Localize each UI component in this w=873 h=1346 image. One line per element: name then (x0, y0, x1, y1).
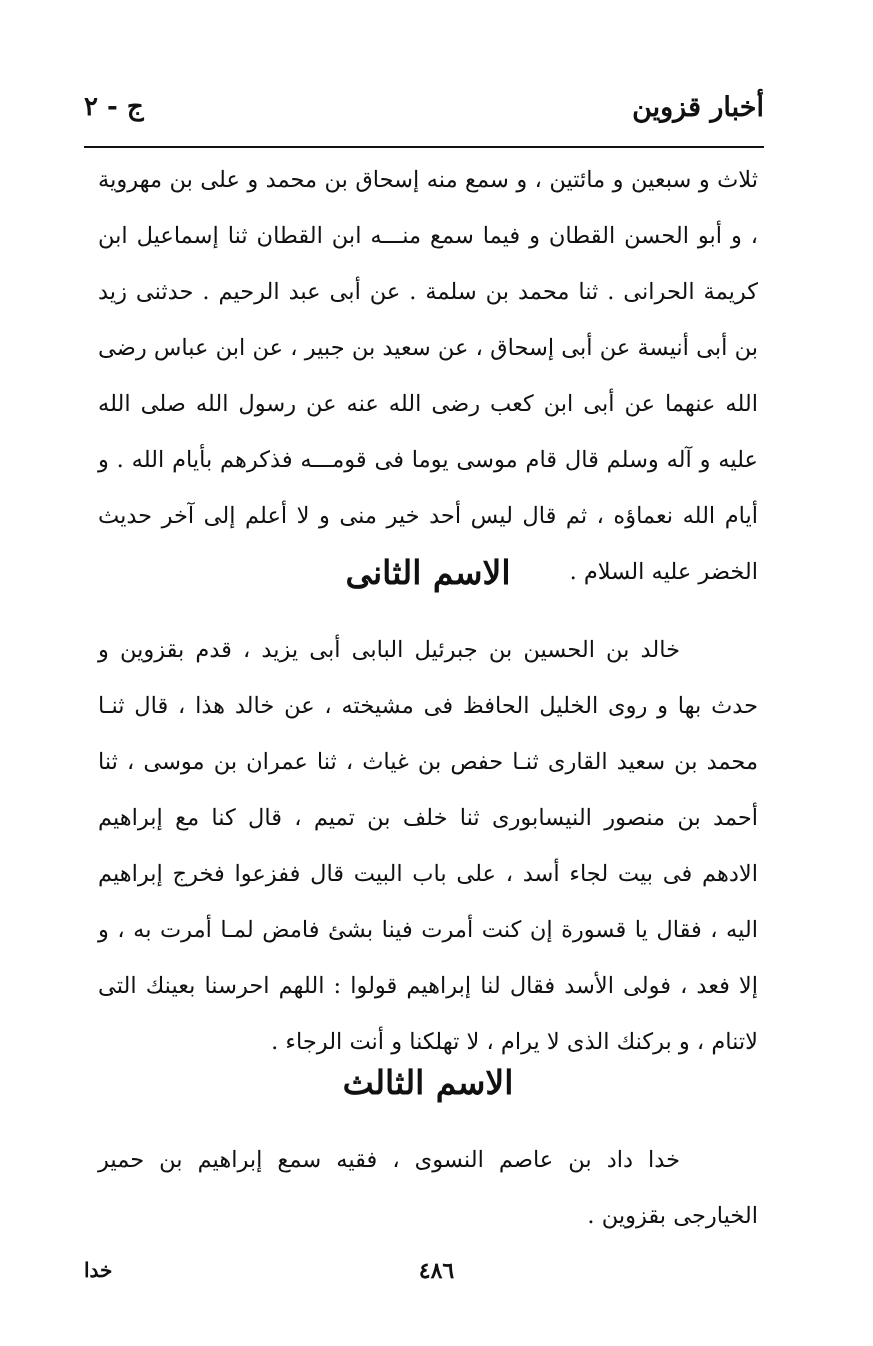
header-rule (84, 146, 764, 148)
page-number: ٤٨٦ (418, 1258, 455, 1284)
catchword: خدا (84, 1258, 113, 1282)
paragraph-3: خدا داد بن عاصم النسوى ، فقيه سمع إبراهيم بن حمير الخيارجى بقزوين . (98, 1147, 758, 1229)
paragraph-1: ثلاث و سبعين و مائتين ، و سمع منه إسحاق بن محمد و على بن مهروية ، و أبو الحسن القطان و فيما سمع منـــه ابن القطان ثنا إسماعيل ابن كريمة الحرانى . ثنا محمد بن سلمة . عن أبى عبد الرحيم . حدثنى زيد بن أبى أنيسة عن أبى إسحاق ، عن سعيد بن جبير ، عن ابن عباس رضى الله عنهما عن أبى ابن كعب رضى الله عنه عن رسول الله صلى الله عليه و آله وسلم قال قام موسى يوما فى قومـــه فذكرهم بأيام الله . و أيام الله نعماؤه ، ثم قال ليس أحد خير منى و لا أعلم إلى آخر حديث الخضر عليه السلام . (98, 167, 758, 585)
section-heading-3: الاسم الثالث (342, 1063, 514, 1102)
header-volume: ج - ٢ (84, 92, 144, 122)
paragraph-2: خالد بن الحسين بن جبرئيل البابى أبى يزيد ، قدم بقزوين و حدث بها و روى الخليل الحافظ فى مشيخته ، عن خالد هذا ، قال ثنـا محمد بن سعيد القارى ثنـا حفص بن غياث ، ثنا عمران بن موسى ، ثنا أحمد بن منصور النيسابورى ثنا خلف بن تميم ، قال كنا مع إبراهيم الادهم فى بيت لجاء أسد ، على باب البيت قال ففزعوا فخرج إبراهيم اليه ، فقال يا قسورة إن كنت أمرت فينا بشئ فامض لمـا أمرت به ، و إلا فعد ، فولى الأسد فقال لنا إبراهيم قولوا : اللهم احرسنا بعينك التى لاتنام ، و بركنك الذى لا يرام ، لا تهلكنا و أنت الرجاء . (98, 637, 758, 1055)
section-heading-2: الاسم الثانى (345, 553, 511, 592)
header-title: أخبار قزوين (632, 92, 764, 123)
running-header (84, 92, 764, 136)
